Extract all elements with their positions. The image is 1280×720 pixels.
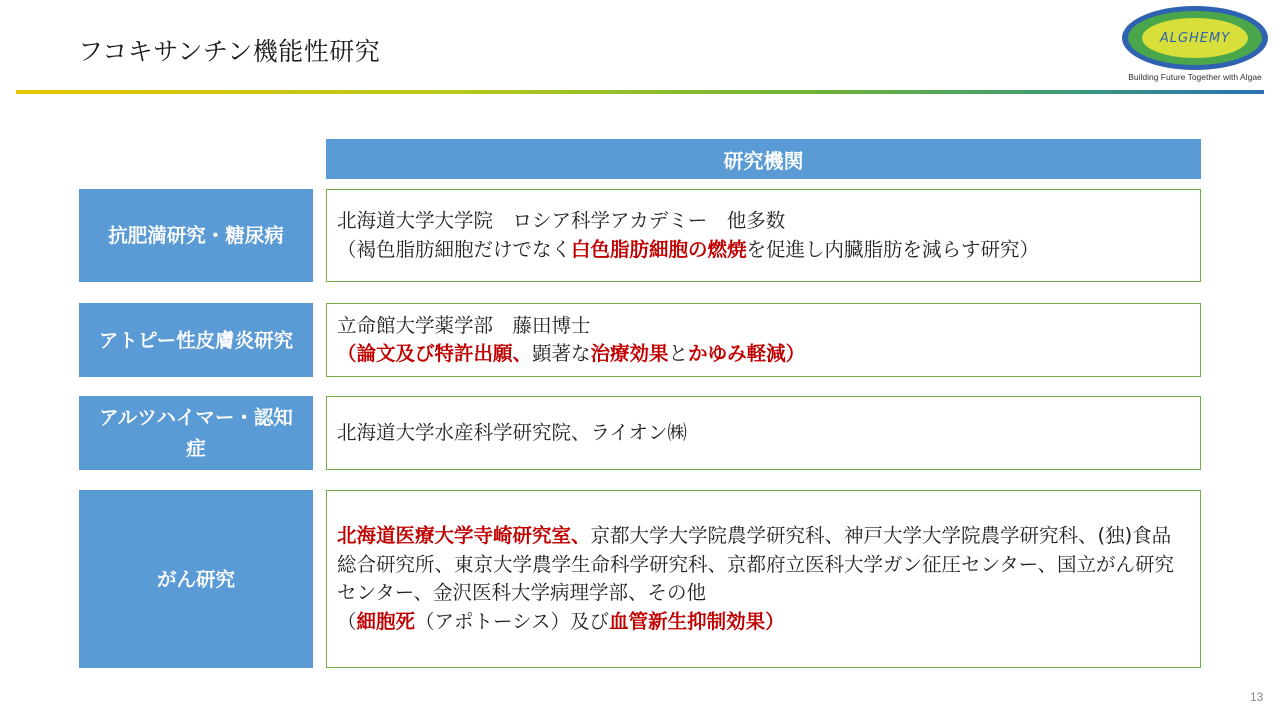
body-text: 顕著な <box>532 342 591 365</box>
highlighted-text: 治療効果 <box>590 342 669 365</box>
highlighted-text: 北海道医療大学寺崎研究室、 <box>337 524 591 547</box>
body-text: と <box>668 342 689 365</box>
row-content-alzheimer <box>326 396 1201 470</box>
row-content-cancer <box>326 490 1201 668</box>
row-label-obesity <box>79 189 313 282</box>
logo-inner-ring <box>1142 18 1248 58</box>
highlighted-text: かゆみ軽減） <box>688 342 806 365</box>
alghemy-logo <box>1122 6 1268 84</box>
body-text: （アポトーシス）及び <box>415 609 610 633</box>
body-text: （褐色脂肪細胞だけでなく <box>337 237 572 261</box>
row-content-text <box>337 522 1190 636</box>
row-content-obesity <box>326 189 1201 282</box>
body-text: （ <box>337 609 357 633</box>
highlighted-text: （論文及び特許出願、 <box>337 342 533 365</box>
highlighted-text: 血管新生抑制効果） <box>609 609 785 633</box>
row-content-text <box>337 312 1190 369</box>
slide-title: フコキサンチン機能性研究 <box>78 37 381 66</box>
title-divider <box>16 90 1264 94</box>
row-label-cancer <box>79 490 313 668</box>
body-text: を促進し内臓脂肪を減らす研究） <box>746 237 1040 261</box>
row-content-text <box>337 419 1190 448</box>
logo-tagline: Building Future Together with Algae <box>1128 72 1262 82</box>
row-label-alzheimer <box>79 396 313 470</box>
row-label-text: がん研究 <box>156 567 235 591</box>
row-label-text: アトピー性皮膚炎研究 <box>98 328 294 352</box>
highlighted-text: 細胞死 <box>356 609 416 633</box>
row-content-text <box>337 207 1190 264</box>
body-text: 立命館大学薬学部 藤田博士 <box>337 313 591 337</box>
row-label-text: アルツハイマー・認知症 <box>99 406 293 460</box>
body-text: 北海道大学水産科学研究院、ライオン㈱ <box>337 420 687 444</box>
page-number: 13 <box>1250 690 1264 704</box>
table-header: 研究機関 <box>326 139 1201 179</box>
row-label-atopic <box>79 303 313 377</box>
highlighted-text: 白色脂肪細胞の燃焼 <box>571 237 747 261</box>
logo-text: ALGHEMY <box>1159 30 1231 46</box>
body-text: 北海道大学大学院 ロシア科学アカデミー 他多数 <box>337 209 786 232</box>
body-text: 京都大学大学院農学研究科、神戸大学大学院農学研究科、(独)食品総合研究所、東京大学農学生命科学研究科、京都府立医科大学ガン征圧センター、国立がん研究センター、金沢医科大学病理学部、その他 <box>337 524 1174 604</box>
row-content-atopic <box>326 303 1201 377</box>
row-label-text: 抗肥満研究・糖尿病 <box>108 224 284 247</box>
